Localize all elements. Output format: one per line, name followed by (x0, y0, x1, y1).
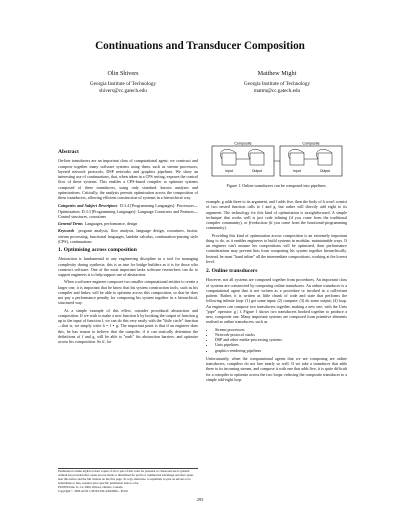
categories-label: Categories and Subject Descriptors (58, 203, 118, 209)
author-affiliation: Georgia Institute of Technology (243, 81, 311, 87)
right-column (206, 199, 347, 384)
paper-title: Continuations and Transducer Composition (95, 40, 305, 52)
section-1-paragraph: As a simple example of this effect, consider procedural abstraction and composition. If we wish to make a new function h by hooking the output of function g up to the input of function f, we can do this very easily with the "little circle" function—that is, we simply write h = f ∘ g. The important point is that if an engineer does this, he has reason to believe that the compiler, if it can statically determine the definitions of f and g, will be able to "melt" his abstraction barriers, and optimise across his composition. So if, for (58, 307, 198, 344)
transducer-g (222, 153, 236, 165)
list-item: • graphics-rendering pipelines (215, 348, 347, 353)
categories-text: D.3.4 [Programming Languages]: Processors—Optimization; D.3.3 [Programming Languages]: Language Constructs and Features—Control structures, coroutines (58, 203, 198, 219)
section-1-paragraph: When a software engineer composes two smaller computational entities to create a larger one, it is important that he know that his system construction tools, such as his compiler and linker, will be able to optimise across this composition, so that he does not pay a performance penalty for composing his system together in a hierarchical, structured way. (58, 279, 198, 306)
transducer-f2 (318, 153, 332, 165)
list-item: • DSP and other media-processing systems (215, 337, 347, 342)
author-affiliation: Georgia Institute of Technology (89, 81, 157, 87)
author-block-1 (48, 70, 198, 95)
copyright-footnote: Permission to make digital or hard copies of all or part of this work for personal or classroom use is granted without fee provided that copies are not made or distributed for profit or commercial advantage and that copies bear this notice and the full citation on the first page. To copy otherwise, to republish, to post on servers or to redistribute to lists, requires prior specific permission and/or a fee. PLDI'06 June 11–14, 2006, Ottawa, Ontario, Canada. Copyright © 2006 ACM 1-59593-320-4/06/0006... $5.00. (58, 468, 198, 493)
transducer-examples-list (206, 327, 347, 353)
output-label: Output (319, 169, 331, 173)
section-1-paragraph: example, g adds three to its argument, and f adds five, then the body of h won't consist of two nested function calls to f and g, but rather will directly add eight to its argument. The technology for this kind of optimisation is straightforward. A simple technique that works well is just code inlining (if you come from the traditional compiler community), or β-reduction (if you come from the functional-programming community). (206, 199, 347, 231)
author-name: Olin Shivers (107, 70, 139, 77)
author-email: mattm@cc.gatech.edu (253, 88, 301, 94)
section-2-paragraph: Unfortunately, when the computational agents that we are composing are online transducers, compilers do not fare nearly so well. If we take a transducer that adds three to its incoming stream, and compose it with one that adds five, it is quite difficult for a compiler to optimise across the two loops, reducing the composite transducer to a simple add-eight loop. (206, 355, 347, 382)
output-label: Output (251, 169, 263, 173)
figure-1-diagram (208, 140, 346, 182)
terms-text: Languages, performance, design (84, 221, 138, 226)
keywords-label: Keywords (58, 228, 75, 234)
section-1-heading: 1. Optimising across composition (58, 247, 137, 253)
input-label: Input (293, 169, 301, 173)
keywords (58, 228, 198, 244)
list-item: • Unix pipelines (215, 342, 347, 347)
abstract-text: On-line transducers are an important class of computational agent; we construct and compose together many software systems using them, such as stream processors, layered network protocols, DSP networks and graphics pipelines. We show an interesting use of continuations, that, when taken in a CPS setting, exposes the control flow of these systems. This enables a CPS-based compiler to optimise systems composed of these transducers, using only standard, known analyses and optimisations. Critically, the analysis permits optimisation across the composition of these transducers, allowing efficient construction of systems in a hierarchical way. (58, 158, 198, 200)
section-2-paragraph: However, not all systems are composed together from procedures. An important class of systems are constructed by composing online transducers. An online transducer is a computational agent that is not written as a procedure or invoked in a call/return pattern. Rather, it is written as little chunk of code and state that performs the following infinite loop: (1) get some input; (2) compute; (3) do some output; (4) loop. An engineer can compose two transducers together, making a new one, with the Unix "pipe" operator: g | f. Figure 1 shows two transducers hooked together to produce a new, composite one. Many important systems are composed from primitive elements realised as online transducers, such as (206, 277, 347, 325)
section-1-paragraph: Abstraction is fundamental to any engineering discipline as a tool for managing complexity during synthesis; this is as true for bridge builders as it is for those who construct software. One of the most important tasks software researchers can do to support engineers is to help support use of abstraction. (58, 256, 198, 277)
left-column (58, 148, 198, 346)
section-2-heading: 2. Online transducers (206, 268, 258, 274)
section-1-paragraph: Providing this kind of optimisation across composition is an extremely important thing to do, as it enables engineers to build systems in modular, maintainable ways. If an engineer can't assume his compositions will be optimised, then performance considerations may prevent him from composing his system together hierarchically. Instead, he must "hand inline" all the intermediate compositions, working at the lowest level. (206, 232, 347, 264)
general-terms (58, 221, 198, 226)
composite-box-right (280, 146, 342, 176)
composite-label: Composite (302, 141, 320, 146)
composite-box-left (212, 146, 274, 176)
list-item: • Stream processors (215, 327, 347, 332)
author-name: Matthew Might (257, 70, 297, 77)
list-item: • Network-protocol stacks (215, 332, 347, 337)
page-number: 295 (196, 497, 204, 502)
keywords-text: program analysis, flow analysis, language design, coroutines, fusion, stream processing, functional languages, lambda calculus, continuation-passing style (CPS), continuations (58, 228, 198, 244)
author-email: shivers@cc.gatech.edu (99, 88, 147, 94)
terms-label: General Terms (58, 221, 83, 226)
abstract-heading: Abstract (58, 149, 79, 155)
categories (58, 203, 198, 219)
figure-1-caption: Figure 1. Online transducers can be composed into pipelines. (226, 183, 327, 188)
author-block-2 (202, 70, 352, 95)
transducer-g2 (290, 153, 304, 165)
composite-label: Composite (234, 141, 252, 146)
input-label: Input (225, 169, 233, 173)
transducer-f (250, 153, 264, 165)
